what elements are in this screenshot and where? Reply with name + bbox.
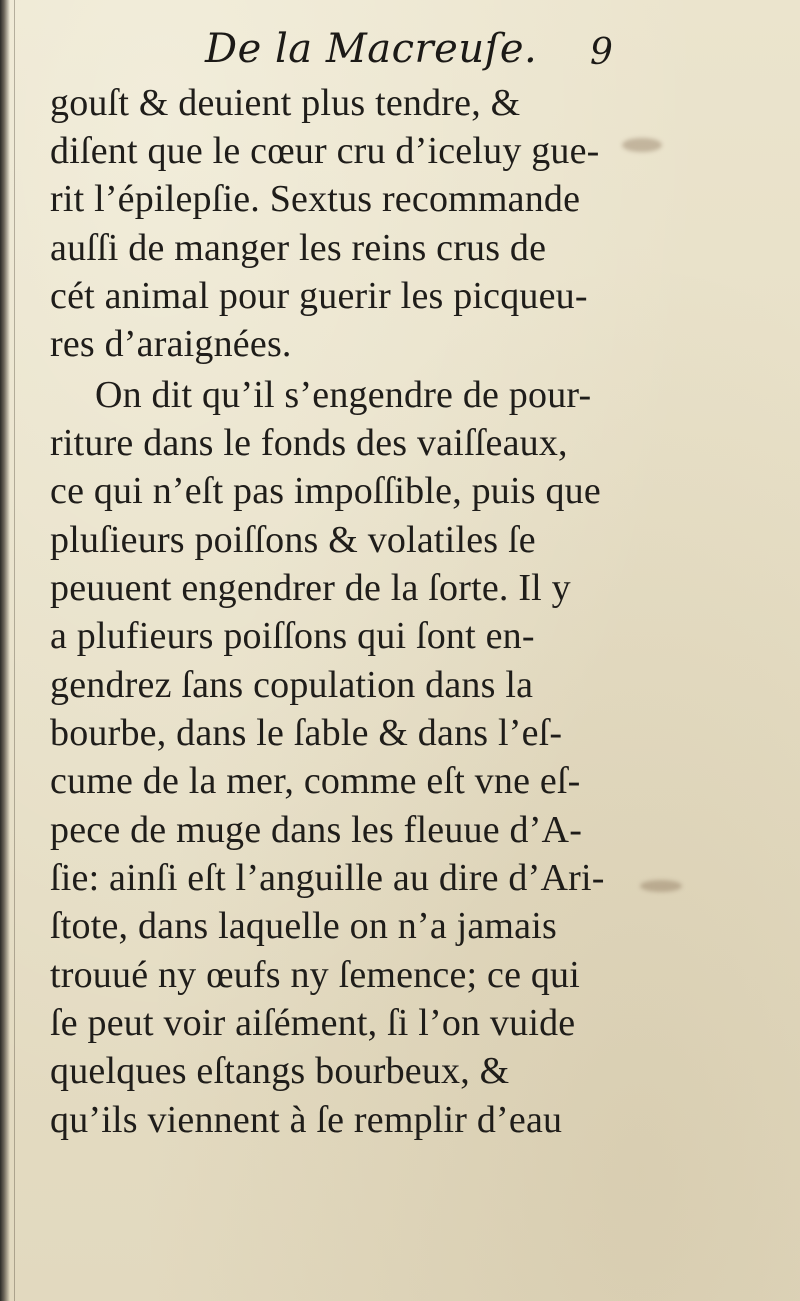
ink-smudge <box>622 138 662 152</box>
page-number: 9 <box>590 32 613 73</box>
text-line: rit l’épilepſie. Sextus recommande <box>50 178 581 220</box>
text-line: peuuent engendrer de la ſorte. Il y <box>50 567 571 609</box>
text-line: a plufieurs poiſſons qui ſont en- <box>50 615 535 657</box>
text-line: res d’araignées. <box>50 323 292 365</box>
text-line: pece de muge dans les fleuue d’A- <box>50 809 583 851</box>
paragraph-first-line: On dit qu’il s’engendre de pour- <box>95 374 592 416</box>
text-line: riture dans le fonds des vaiſſeaux, <box>50 422 568 464</box>
text-line: pluſieurs poiſſons & volatiles ſe <box>50 519 536 561</box>
text-line: gendrez ſans copulation dans la <box>50 664 534 706</box>
text-line: bourbe, dans le ſable & dans l’eſ- <box>50 712 563 754</box>
binding-edge <box>0 0 10 1301</box>
text-line: auſſi de manger les reins crus de <box>50 227 547 269</box>
text-line: quelques eſtangs bourbeux, & <box>50 1050 510 1092</box>
ink-smudge <box>640 880 682 892</box>
text-line: diſent que le cœur cru d’iceluy gue- <box>50 130 600 172</box>
page-header <box>205 26 625 76</box>
text-line: cume de la mer, comme eſt vne eſ- <box>50 760 581 802</box>
text-line: ce qui n’eſt pas impoſſible, puis que <box>50 470 601 512</box>
text-line: qu’ils viennent à ſe remplir d’eau <box>50 1099 563 1141</box>
page-fold-line <box>14 0 15 1301</box>
text-line: ſtote, dans laquelle on n’a jamais <box>50 905 557 947</box>
text-line: ſie: ainſi eſt l’anguille au dire d’Ari- <box>50 857 605 899</box>
text-line: cét animal pour guerir les picqueu- <box>50 275 588 317</box>
text-line: gouſt & deuient plus tendre, & <box>50 82 521 124</box>
running-head: De la Macreuſe. <box>205 26 538 72</box>
text-line: trouué ny œufs ny ſemence; ce qui <box>50 954 580 996</box>
text-line: ſe peut voir aiſément, ſi l’on vuide <box>50 1002 576 1044</box>
